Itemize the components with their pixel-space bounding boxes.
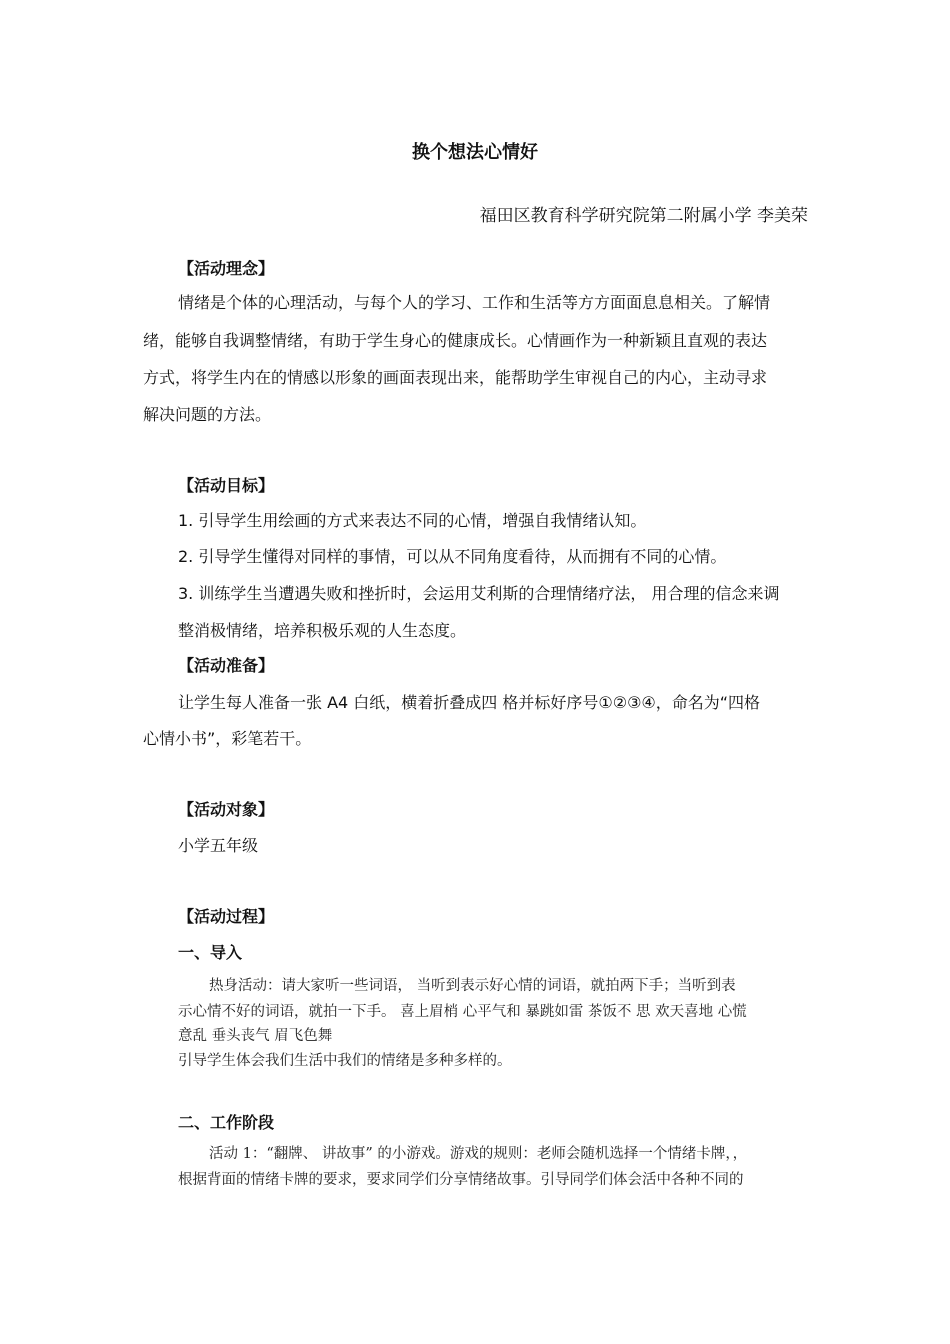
target-text: 小学五年级 — [178, 836, 259, 855]
concept-line-3: 方式，将学生内在的情感以形象的画面表现出来，能帮助学生审视自己的内心，主动寻求 — [143, 368, 768, 387]
subheading-work: 二、工作阶段 — [178, 1113, 275, 1132]
concept-line-1: 情绪是个体的心理活动，与每个人的学习、工作和生活等方方面面息息相关。了解情 — [178, 293, 771, 312]
prep-line-1: 让学生每人准备一张 A4 白纸，横着折叠成四 格并标好序号①②③④，命名为“四格 — [178, 693, 761, 712]
work-line-2: 根据背面的情绪卡牌的要求，要求同学们分享情绪故事。引导同学们体会活中各种不同的 — [178, 1172, 744, 1188]
section-heading-concept: 【活动理念】 — [178, 259, 275, 278]
section-heading-process: 【活动过程】 — [178, 907, 275, 926]
document-title: 换个想法心情好 — [412, 142, 538, 163]
subheading-intro: 一、导入 — [178, 943, 243, 962]
intro-line-1: 热身活动：请大家听一些词语， 当听到表示好心情的词语，就拍两下手；当听到表 — [209, 978, 736, 994]
intro-line-4: 引导学生体会我们生活中我们的情绪是多种多样的。 — [178, 1053, 512, 1069]
goal-line-3: 3. 训练学生当遭遇失败和挫折时，会运用艾利斯的合理情绪疗法， 用合理的信念来调 — [178, 584, 780, 603]
intro-line-2: 示心情不好的词语，就拍一下手。 喜上眉梢 心平气和 暴跳如雷 茶饭不 思 欢天喜地 心慌 — [178, 1004, 747, 1020]
section-heading-prep: 【活动准备】 — [178, 656, 275, 675]
author-line: 福田区教育科学研究院第二附属小学 李美荣 — [479, 206, 808, 226]
concept-line-2: 绪，能够自我调整情绪，有助于学生身心的健康成长。心情画作为一种新颖且直观的表达 — [143, 331, 768, 350]
section-heading-target: 【活动对象】 — [178, 800, 275, 819]
work-line-1: 活动 1：“翻牌、 讲故事” 的小游戏。游戏的规则：老师会随机选择一个情绪卡牌，， — [209, 1146, 748, 1162]
concept-line-4: 解决问题的方法。 — [143, 405, 272, 424]
section-heading-goals: 【活动目标】 — [178, 476, 275, 495]
goal-line-1: 1. 引导学生用绘画的方式来表达不同的心情，增强自我情绪认知。 — [178, 511, 647, 530]
intro-line-3: 意乱 垂头丧气 眉飞色舞 — [178, 1028, 333, 1044]
goal-line-2: 2. 引导学生懂得对同样的事情，可以从不同角度看待，从而拥有不同的心情。 — [178, 547, 727, 566]
prep-line-2: 心情小书”，彩笔若干。 — [143, 729, 312, 748]
goal-line-4: 整消极情绪，培养积极乐观的人生态度。 — [178, 621, 467, 640]
